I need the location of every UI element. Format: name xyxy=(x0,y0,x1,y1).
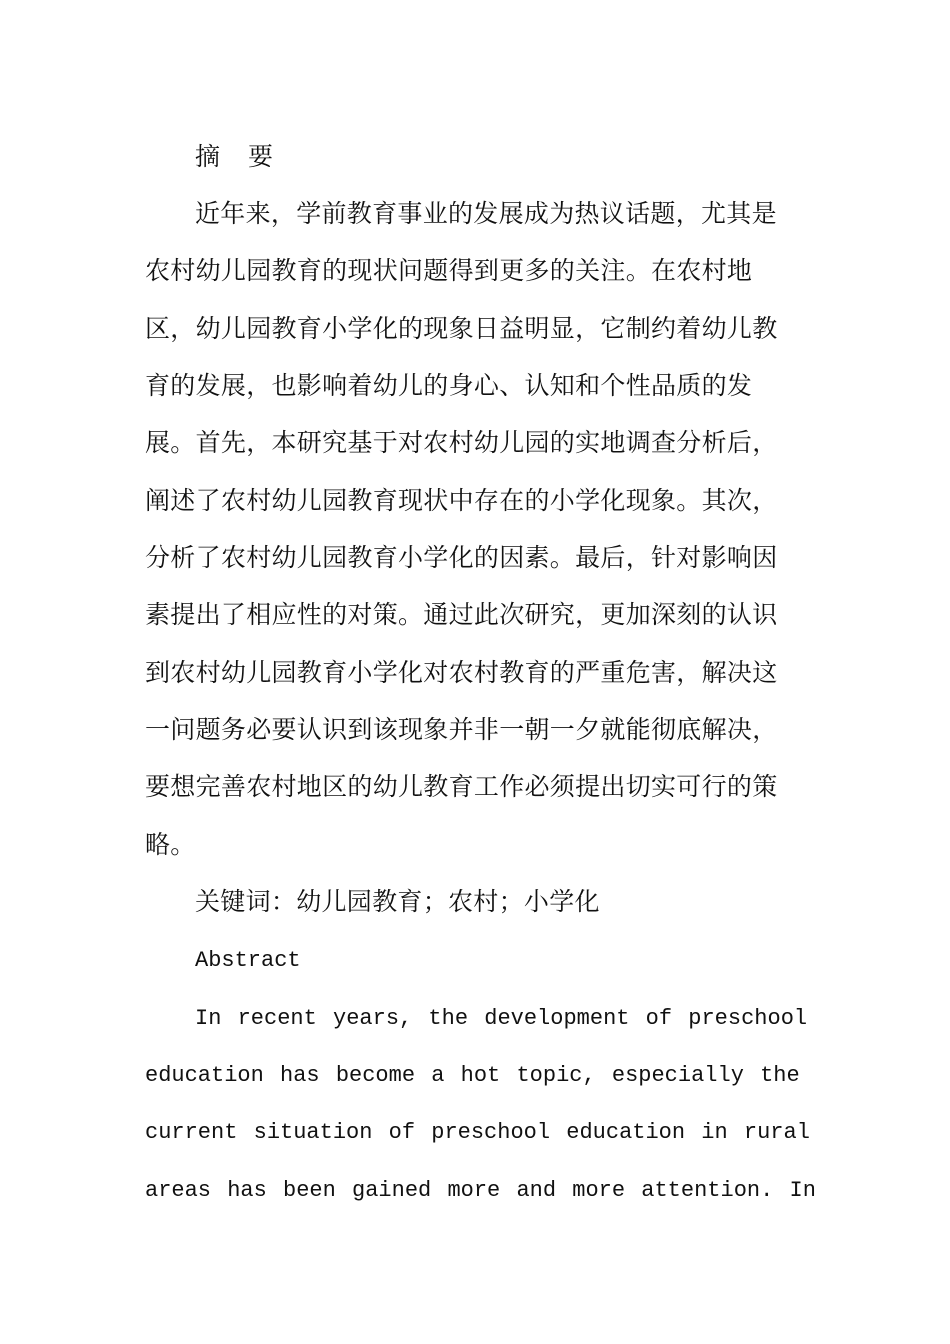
abstract-line: 一问题务必要认识到该现象并非一朝一夕就能彻底解决， xyxy=(145,715,778,744)
abstract-en-line: current situation of preschool education in rural xyxy=(145,1120,810,1145)
abstract-en-line: In recent years, the development of preschool xyxy=(195,1006,808,1031)
abstract-heading-zh: 摘 要 xyxy=(195,142,283,171)
abstract-heading-en: Abstract xyxy=(195,948,301,973)
abstract-en-line: education has become a hot topic, especially the xyxy=(145,1063,800,1088)
abstract-line: 略。 xyxy=(145,830,196,859)
abstract-line: 近年来，学前教育事业的发展成为热议话题，尤其是 xyxy=(195,199,777,228)
abstract-line: 区，幼儿园教育小学化的现象日益明显，它制约着幼儿教 xyxy=(145,314,778,343)
abstract-line: 育的发展，也影响着幼儿的身心、认知和个性品质的发 xyxy=(145,371,753,400)
abstract-line: 到农村幼儿园教育小学化对农村教育的严重危害，解决这 xyxy=(145,658,778,687)
abstract-en-line: areas has been gained more and more attention. In xyxy=(145,1178,816,1203)
abstract-line: 阐述了农村幼儿园教育现状中存在的小学化现象。其次， xyxy=(145,486,778,515)
abstract-line: 展。首先，本研究基于对农村幼儿园的实地调查分析后， xyxy=(145,428,778,457)
abstract-line: 分析了农村幼儿园教育小学化的因素。最后，针对影响因 xyxy=(145,543,778,572)
abstract-line: 素提出了相应性的对策。通过此次研究，更加深刻的认识 xyxy=(145,600,778,629)
keywords-zh: 关键词：幼儿园教育；农村；小学化 xyxy=(195,887,600,916)
abstract-line: 农村幼儿园教育的现状问题得到更多的关注。在农村地 xyxy=(145,256,753,285)
abstract-line: 要想完善农村地区的幼儿教育工作必须提出切实可行的策 xyxy=(145,772,778,801)
